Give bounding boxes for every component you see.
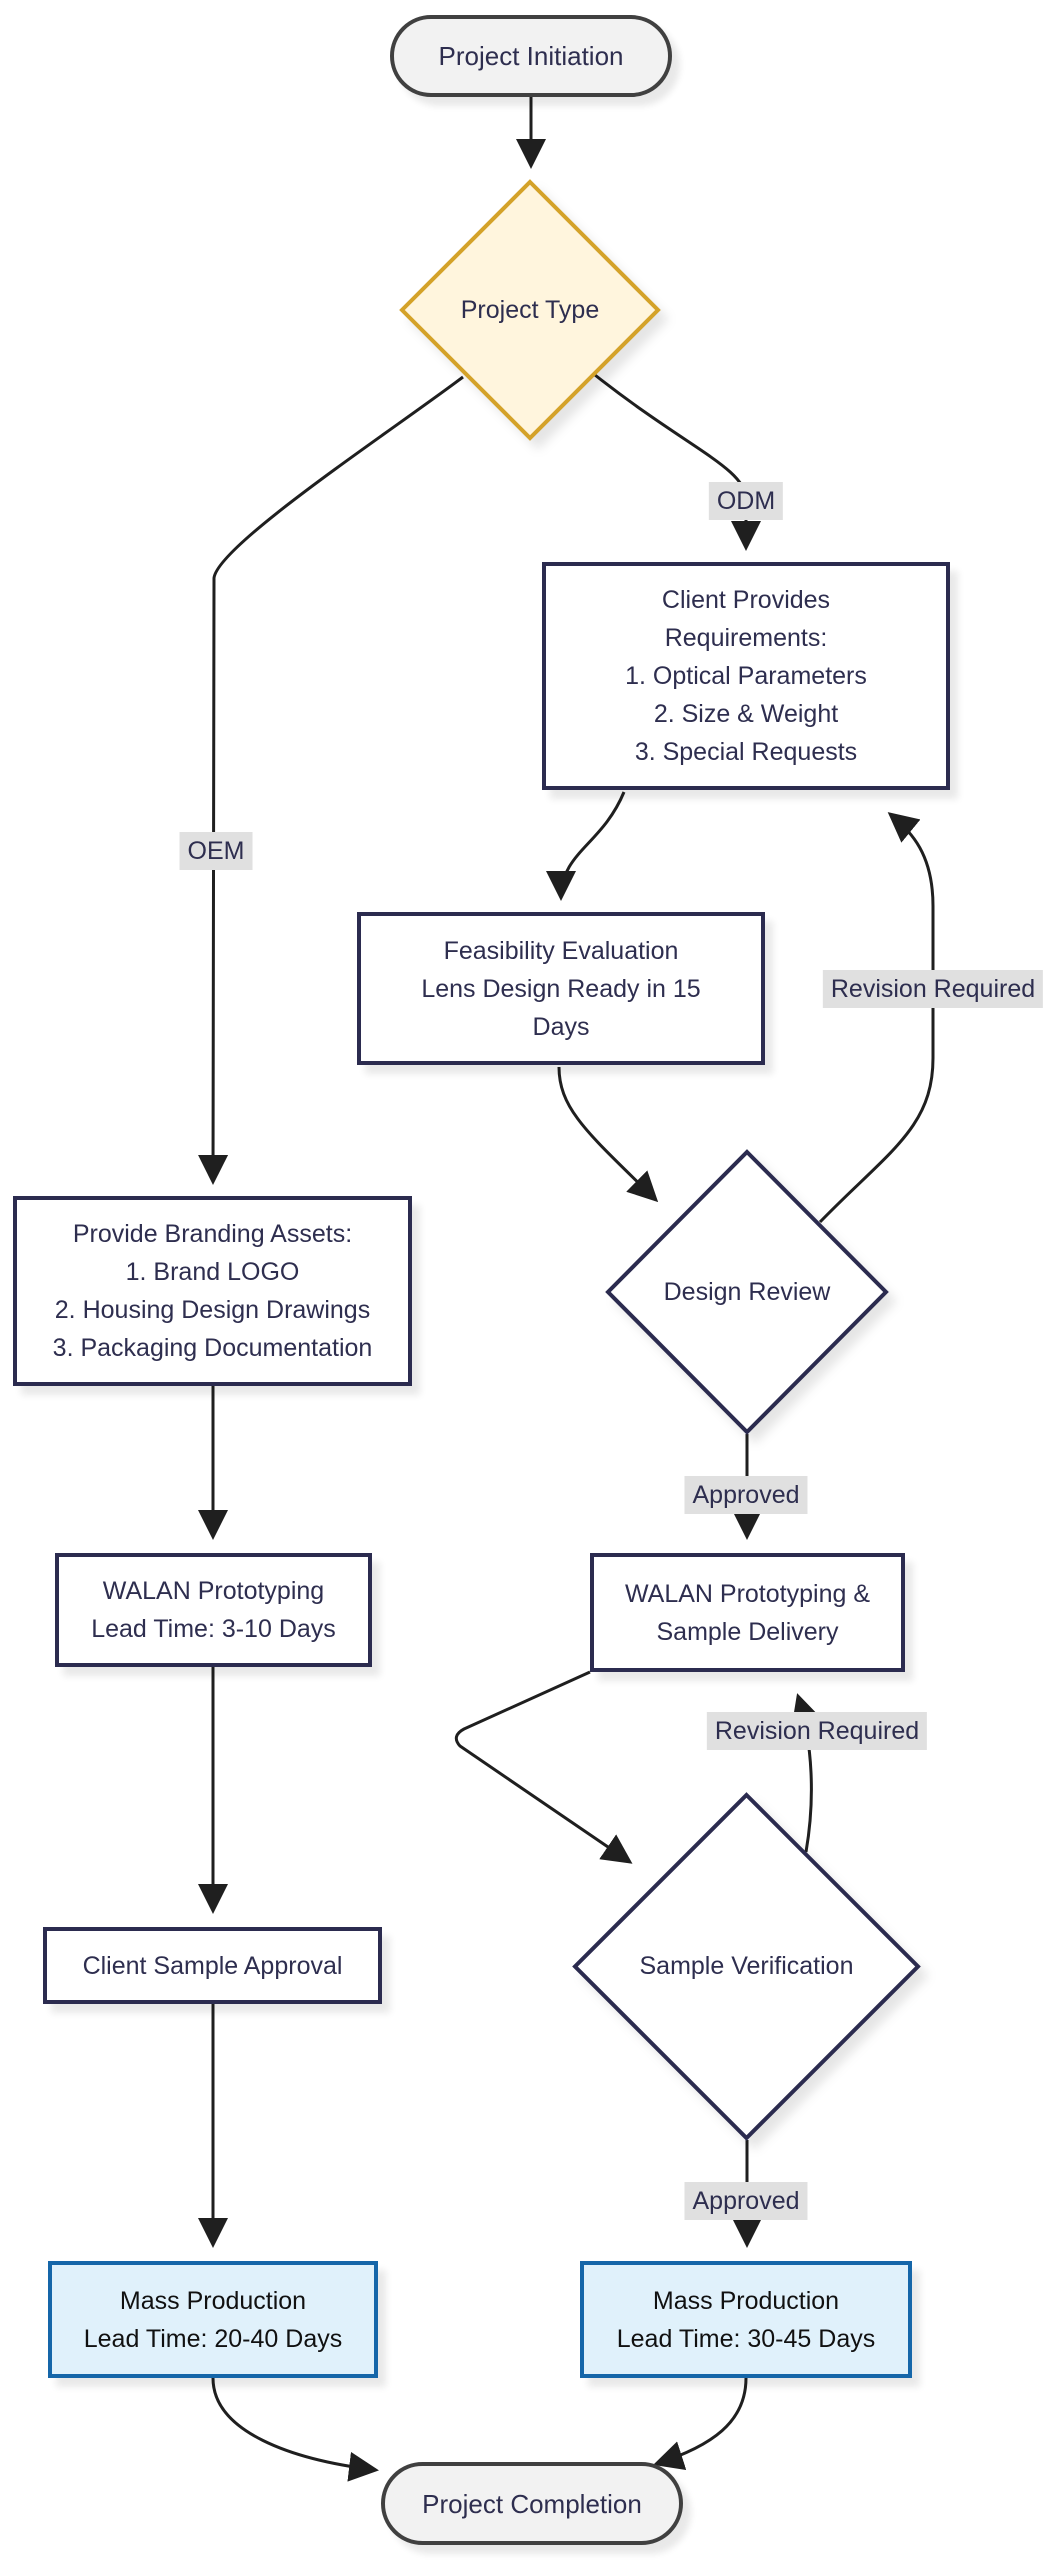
edge-mass-odm-to-completion [656, 2378, 746, 2464]
edge-requirements-to-feasibility [561, 792, 624, 898]
feasibility-line: Days [532, 1012, 590, 1041]
client-sample-approval-label: Client Sample Approval [82, 1951, 343, 1980]
node-project-type-label: Project Type [460, 295, 600, 324]
walan-prototyping-oem-line: WALAN Prototyping [102, 1577, 325, 1605]
node-design-review-label: Design Review [663, 1277, 831, 1306]
node-project-completion [381, 2462, 683, 2545]
provide-branding-line: Provide Branding Assets: [72, 1220, 353, 1248]
node-walan-prototyping-oem [55, 1553, 372, 1667]
node-walan-prototyping-sample [590, 1553, 905, 1672]
client-requirements-line: Client Provides [661, 586, 831, 614]
node-client-sample-approval [43, 1927, 382, 2004]
edge-label-approved-2: Approved [684, 2182, 807, 2220]
edge-label-revision-required-1: Revision Required [823, 970, 1043, 1008]
node-client-requirements [542, 562, 950, 790]
node-provide-branding [13, 1196, 412, 1386]
edge-label-approved-1: Approved [684, 1476, 807, 1514]
walan-prototyping-sample-line: Sample Delivery [656, 1617, 839, 1646]
node-project-type [400, 180, 660, 440]
node-mass-production-oem [48, 2261, 378, 2378]
client-requirements-line: Requirements: [664, 624, 828, 652]
edge-label-revision-required-2: Revision Required [707, 1712, 927, 1750]
node-sample-verification-label: Sample Verification [639, 1952, 854, 1980]
node-project-completion-label: Project Completion [422, 2488, 642, 2519]
mass-production-oem-line: Mass Production [119, 2286, 307, 2315]
client-requirements-line: 3. Special Requests [634, 738, 858, 766]
node-sample-verification [573, 1793, 920, 2140]
edge-label-oem: OEM [180, 832, 253, 870]
walan-prototyping-oem-line: Lead Time: 3-10 Days [91, 1615, 336, 1643]
client-requirements-line: 1. Optical Parameters [625, 662, 867, 690]
provide-branding-line: 3. Packaging Documentation [52, 1334, 373, 1362]
mass-production-odm-line: Mass Production [652, 2286, 840, 2315]
provide-branding-line: 2. Housing Design Drawings [54, 1296, 371, 1324]
node-mass-production-odm [580, 2261, 912, 2378]
mass-production-odm-line: Lead Time: 30-45 Days [616, 2324, 876, 2353]
walan-prototyping-sample-line: WALAN Prototyping & [624, 1579, 870, 1608]
edge-label-odm: ODM [709, 482, 783, 520]
edge-mass-oem-to-completion [213, 2378, 376, 2470]
feasibility-line: Feasibility Evaluation [443, 936, 679, 965]
feasibility-line: Lens Design Ready in 15 [421, 974, 701, 1003]
node-project-initiation [390, 15, 672, 97]
client-requirements-line: 2. Size & Weight [653, 700, 839, 728]
node-design-review [606, 1150, 888, 1434]
node-project-initiation-label: Project Initiation [438, 41, 624, 71]
node-feasibility-evaluation [357, 912, 765, 1065]
provide-branding-line: 1. Brand LOGO [125, 1258, 300, 1286]
mass-production-oem-line: Lead Time: 20-40 Days [83, 2324, 343, 2353]
